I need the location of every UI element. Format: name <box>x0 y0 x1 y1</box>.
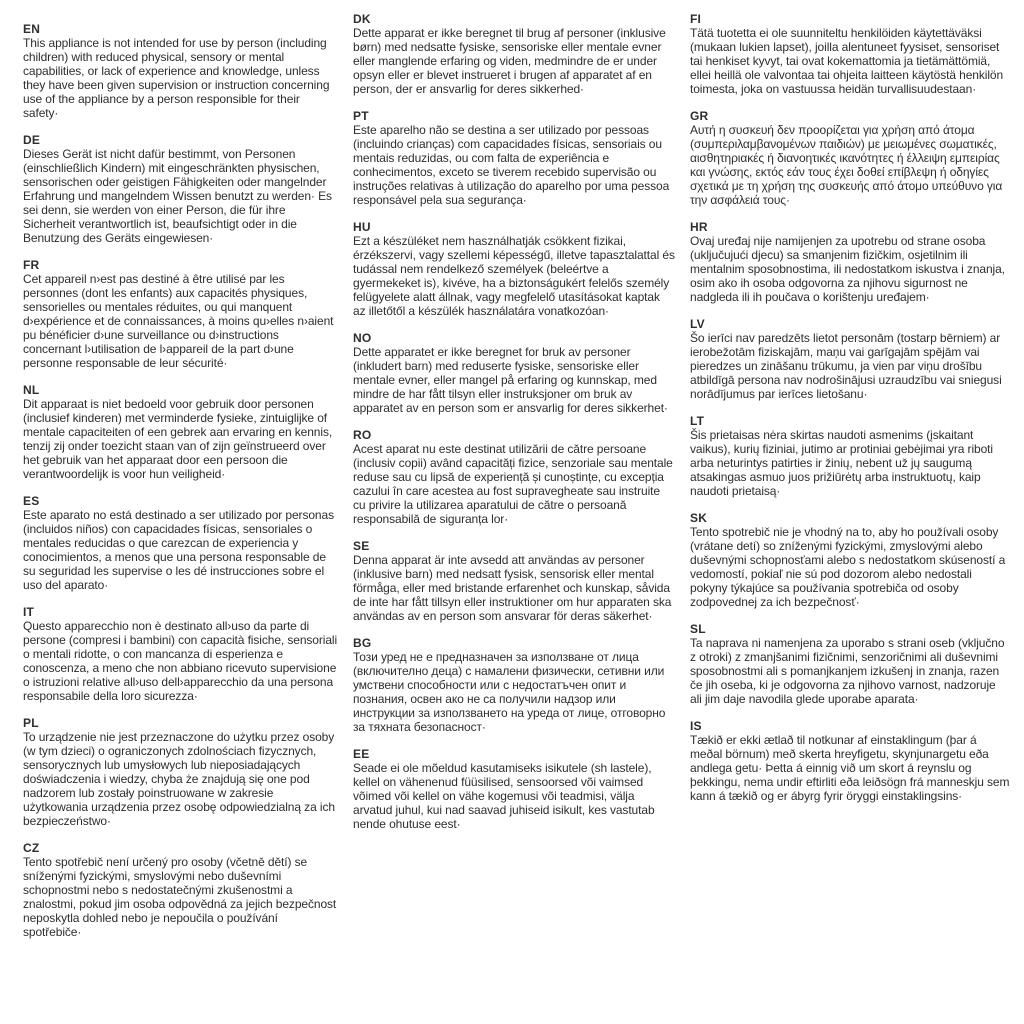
language-section-is <box>690 719 1010 803</box>
column-1 <box>23 22 338 952</box>
language-section-pt <box>353 109 675 207</box>
language-section-sk <box>690 511 1010 609</box>
language-text: Acest aparat nu este destinat utilizării de către persoane (inclusiv copii) având capacități fizice, senzoriale sau mentale reduse sau cu lipsă de experiență și cunoștințe, cu excepția cazului în care acestea au fost supravegheate sau instruite cu privire la utilizarea aparatului de către o persoană responsabilă de siguranța lor· <box>353 442 673 526</box>
column-2 <box>353 12 675 844</box>
language-code: FR <box>23 258 40 272</box>
language-text: Този уред не е предназначен за използване от лица (включително деца) с намалени физически, сетивни или умствени способности или с недостатъчен опит и познания, освен ако не са получили надзор или инструкции за използването на уреда от лице, отговорно за тяхната безопасност· <box>353 650 666 734</box>
language-text: Este aparato no está destinado a ser utilizado por personas (incluidos niños) con capacidades físicas, sensoriales o mentales reducidas o que carezcan de experiencia y conocimientos, a menos que una persona responsable de su seguridad les supervise o les dé instrucciones sobre el uso del aparato· <box>23 508 334 592</box>
language-text: Dit apparaat is niet bedoeld voor gebruik door personen (inclusief kinderen) met verminderde fysieke, zintuiglijke of mentale capaciteiten of een gebrek aan ervaring en kennis, tenzij zij onder toezicht staan van of zijn geïnstrueerd over het gebruik van het apparaat door een persoon die verantwoordelijk is voor hun veiligheid· <box>23 397 333 481</box>
language-code: FI <box>690 12 702 26</box>
language-section-sl <box>690 622 1010 706</box>
language-section-hu <box>353 220 675 318</box>
language-code: HU <box>353 220 371 234</box>
language-text: Este aparelho não se destina a ser utilizado por pessoas (incluindo crianças) com capacidades físicas, sensoriais ou mentais reduzidas, ou com falta de experiência e conhecimentos, exceto se tiverem recebido supervisão ou instruções relativas à utilização do aparelho por uma pessoa responsável pela sua segurança· <box>353 123 670 207</box>
language-code: CZ <box>23 841 40 855</box>
language-section-no <box>353 331 675 415</box>
language-text: Dette apparatet er ikke beregnet for bruk av personer (inkludert barn) med reduserte fysiske, sensoriske eller mentale evner, eller mangel på erfaring og kunnskap, med mindre de har fått tilsyn eller instruksjoner om bruk av apparatet av en person som er ansvarlig for deres sikkerhet· <box>353 345 668 415</box>
language-code: LV <box>690 317 705 331</box>
language-code: PL <box>23 716 39 730</box>
language-text: Tento spotřebič není určený pro osoby (včetně dětí) se sníženými fyzickými, smyslovými nebo duševními schopnostmi nebo s nedostatečnými zkušenostmi a znalostmi, pokud jim osoba odpovědná za jejich bezpečnost neposkytla dohled nebo je nepoučila o používání spotřebiče· <box>23 855 337 939</box>
language-section-bg <box>353 636 675 734</box>
language-code: PT <box>353 109 369 123</box>
language-code: NL <box>23 383 40 397</box>
language-text: This appliance is not intended for use by person (including children) with reduced physical, sensory or mental capabilities, or lack of experience and knowledge, unless they have been given supervision or instruction concerning use of the appliance by a person responsible for their safety· <box>23 36 330 120</box>
language-section-nl <box>23 383 338 481</box>
language-section-hr <box>690 220 1010 304</box>
language-code: DK <box>353 12 371 26</box>
language-section-it <box>23 605 338 703</box>
language-code: IS <box>690 719 702 733</box>
language-text: Tækið er ekki ætlað til notkunar af einstaklingum (þar á meðal börnum) með skerta hreyfigetu, skynjunargetu eða andlega getu· Þetta á einnig við um skort á reynslu og þekkingu, nema undir eftirliti eða leiðsögn frá manneskju sem kann á tækið og er ábyrg fyrir öryggi einstaklingsins· <box>690 733 1010 803</box>
language-code: SL <box>690 622 706 636</box>
language-text: Tätä tuotetta ei ole suunniteltu henkilöiden käytettäväksi (mukaan lukien lapset), joilla alentuneet fyysiset, sensoriset tai henkiset kyvyt, tai ovat kokemattomia ja tietämättömiä, ellei heillä ole valvontaa tai ohjeita laitteen käytöstä henkilön toimesta, joka on vastuussa heidän turvallisuudestaan· <box>690 26 1004 96</box>
language-section-ro <box>353 428 675 526</box>
language-text: Ta naprava ni namenjena za uporabo s strani oseb (vključno z otroki) z zmanjšanimi fizičnimi, senzoričnimi ali duševnimi sposobnostmi ali s pomanjkanjem izkušenj in znanja, razen če jih oseba, ki je odgovorna za njihovo varnost, nadzoruje ali jim daje navodila glede uporabe aparata· <box>690 636 1005 706</box>
language-code: GR <box>690 109 709 123</box>
language-section-pl <box>23 716 338 828</box>
language-text: Dette apparat er ikke beregnet til brug af personer (inklusive børn) med nedsatte fysiske, sensoriske eller mentale evner eller manglende erfaring og viden, medmindre de er under opsyn eller er blevet instrueret i brugen af apparatet af en person, der er ansvarlig for deres sikkerhed· <box>353 26 666 96</box>
language-text: To urządzenie nie jest przeznaczone do użytku przez osoby (w tym dzieci) o ograniczonych zdolnościach fizycznych, sensorycznych lub umysłowych lub nieposiadających doświadczenia i wiedzy, chyba że znajdują się one pod nadzorem lub zostały poinstruowane w zakresie użytkowania urządzenia przez osobę odpowiedzialną za ich bezpieczeństwo· <box>23 730 335 828</box>
language-section-de <box>23 133 338 245</box>
language-section-cz <box>23 841 338 939</box>
language-code: SK <box>690 511 708 525</box>
language-code: NO <box>353 331 372 345</box>
column-3 <box>690 12 1010 816</box>
language-code: IT <box>23 605 35 619</box>
language-text: Seade ei ole mõeldud kasutamiseks isikutele (sh lastele), kellel on vähenenud füüsilised, sensoorsed või vaimsed võimed või kellel on vähe kogemusi või teadmisi, välja arvatud juhul, kui nad saavad juhiseid isikult, kes vastutab nende ohutuse eest· <box>353 761 655 831</box>
language-code: ES <box>23 494 40 508</box>
language-code: RO <box>353 428 372 442</box>
language-text: Ovaj uređaj nije namijenjen za upotrebu od strane osoba (uključujući djecu) sa smanjenim fizičkim, osjetilnim ili mentalnim sposobnostima, ili nedostatkom iskustva i znanja, osim ako ih osoba odgovorna za njihovu sigurnost ne nadgleda ili ih poučava o korištenju uređajem· <box>690 234 1005 304</box>
language-text: Cet appareil n›est pas destiné à être utilisé par les personnes (dont les enfants) aux capacités physiques, sensorielles ou mentales réduites, ou qui manquent d›expérience et de connaissances, à moins qu›elles n›aient pu bénéficier d›une surveillance ou d›instructions concernant l›utilisation de l›appareil de la part d›une personne responsable de leur sécurité· <box>23 272 334 370</box>
language-text: Tento spotrebič nie je vhodný na to, aby ho používali osoby (vrátane detí) so zníženými fyzickými, zmyslovými alebo duševnými schopnosťami alebo s nedostatkom skúseností a vedomostí, pokiaľ nie sú pod dozorom alebo nedostali pokyny týkajúce sa používania spotrebiča od osoby zodpovednej za ich bezpečnosť· <box>690 525 1006 609</box>
language-code: SE <box>353 539 370 553</box>
language-section-es <box>23 494 338 592</box>
language-section-se <box>353 539 675 623</box>
language-section-fr <box>23 258 338 370</box>
language-text: Šis prietaisas nėra skirtas naudoti asmenims (įskaitant vaikus), kurių fiziniai, jutimo ar protiniai gebėjimai yra riboti arba neturintys patirties ir žinių, nebent už jų saugumą atsakingas asmuo juos prižiūrėtų arba instruktuotų, kaip naudoti prietaisą· <box>690 428 993 498</box>
language-text: Αυτή η συσκευή δεν προορίζεται για χρήση από άτομα (συμπεριλαμβανομένων παιδιών) με μειωμένες σωματικές, αισθητηριακές ή διανοητικές ικανότητες ή έλλειψη εμπειρίας και γνώσης, εκτός εάν τους έχει δοθεί επίβλεψη ή οδηγίες σχετικά με τη χρήση της συσκευής από άτομο υπεύθυνο για την ασφάλειά τους· <box>690 123 1003 207</box>
language-section-ee <box>353 747 675 831</box>
language-code: EN <box>23 22 41 36</box>
language-section-en <box>23 22 338 120</box>
language-section-dk <box>353 12 675 96</box>
language-code: HR <box>690 220 708 234</box>
language-code: DE <box>23 133 41 147</box>
language-section-gr <box>690 109 1010 207</box>
language-section-fi <box>690 12 1010 96</box>
language-text: Ezt a készüléket nem használhatják csökkent fizikai, érzékszervi, vagy szellemi képességű, illetve tapasztalattal és tudással nem rendelkező személyek (beleértve a gyermekeket is), kivéve, ha a biztonságukért felelős személy felügyelete alatt állnak, vagy megfelelő utasításokat kaptak az illetőtől a készülék használatára vonatkozóan· <box>353 234 675 318</box>
language-text: Questo apparecchio non è destinato all›uso da parte di persone (compresi i bambini) con capacità fisiche, sensoriali o mentali ridotte, o con mancanza di esperienza e conoscenza, a meno che non abbiano ricevuto supervisione o istruzioni relative all›uso dell›apparecchio da una persona responsabile della loro sicurezza· <box>23 619 338 703</box>
language-section-lv <box>690 317 1010 401</box>
language-code: LT <box>690 414 705 428</box>
language-text: Dieses Gerät ist nicht dafür bestimmt, von Personen (einschließlich Kindern) mit eingeschränkten physischen, sensorischen oder geistigen Fähigkeiten oder mangelnder Erfahrung und mangelndem Wissen benutzt zu werden· Es sei denn, sie werden von einer Person, die für ihre Sicherheit verantwortlich ist, beaufsichtigt oder in die Benutzung des Geräts eingewiesen· <box>23 147 332 245</box>
language-text: Šo ierīci nav paredzēts lietot personām (tostarp bērniem) ar ierobežotām fiziskajām, maņu vai garīgajām spējām vai pieredzes un zināšanu trūkumu, ja vien par viņu drošību atbildīgā persona nav nodrošinājusi uzraudzību vai sniegusi norādījumus par ierīces lietošanu· <box>690 331 1002 401</box>
language-section-lt <box>690 414 1010 498</box>
language-code: EE <box>353 747 370 761</box>
language-text: Denna apparat är inte avsedd att användas av personer (inklusive barn) med nedsatt fysisk, sensorisk eller mental förmåga, eller med bristande erfarenhet och kunskap, såvida de inte har fått tillsyn eller instruktioner om hur apparaten ska användas av en person som ansvarar för deras säkerhet· <box>353 553 672 623</box>
language-code: BG <box>353 636 372 650</box>
